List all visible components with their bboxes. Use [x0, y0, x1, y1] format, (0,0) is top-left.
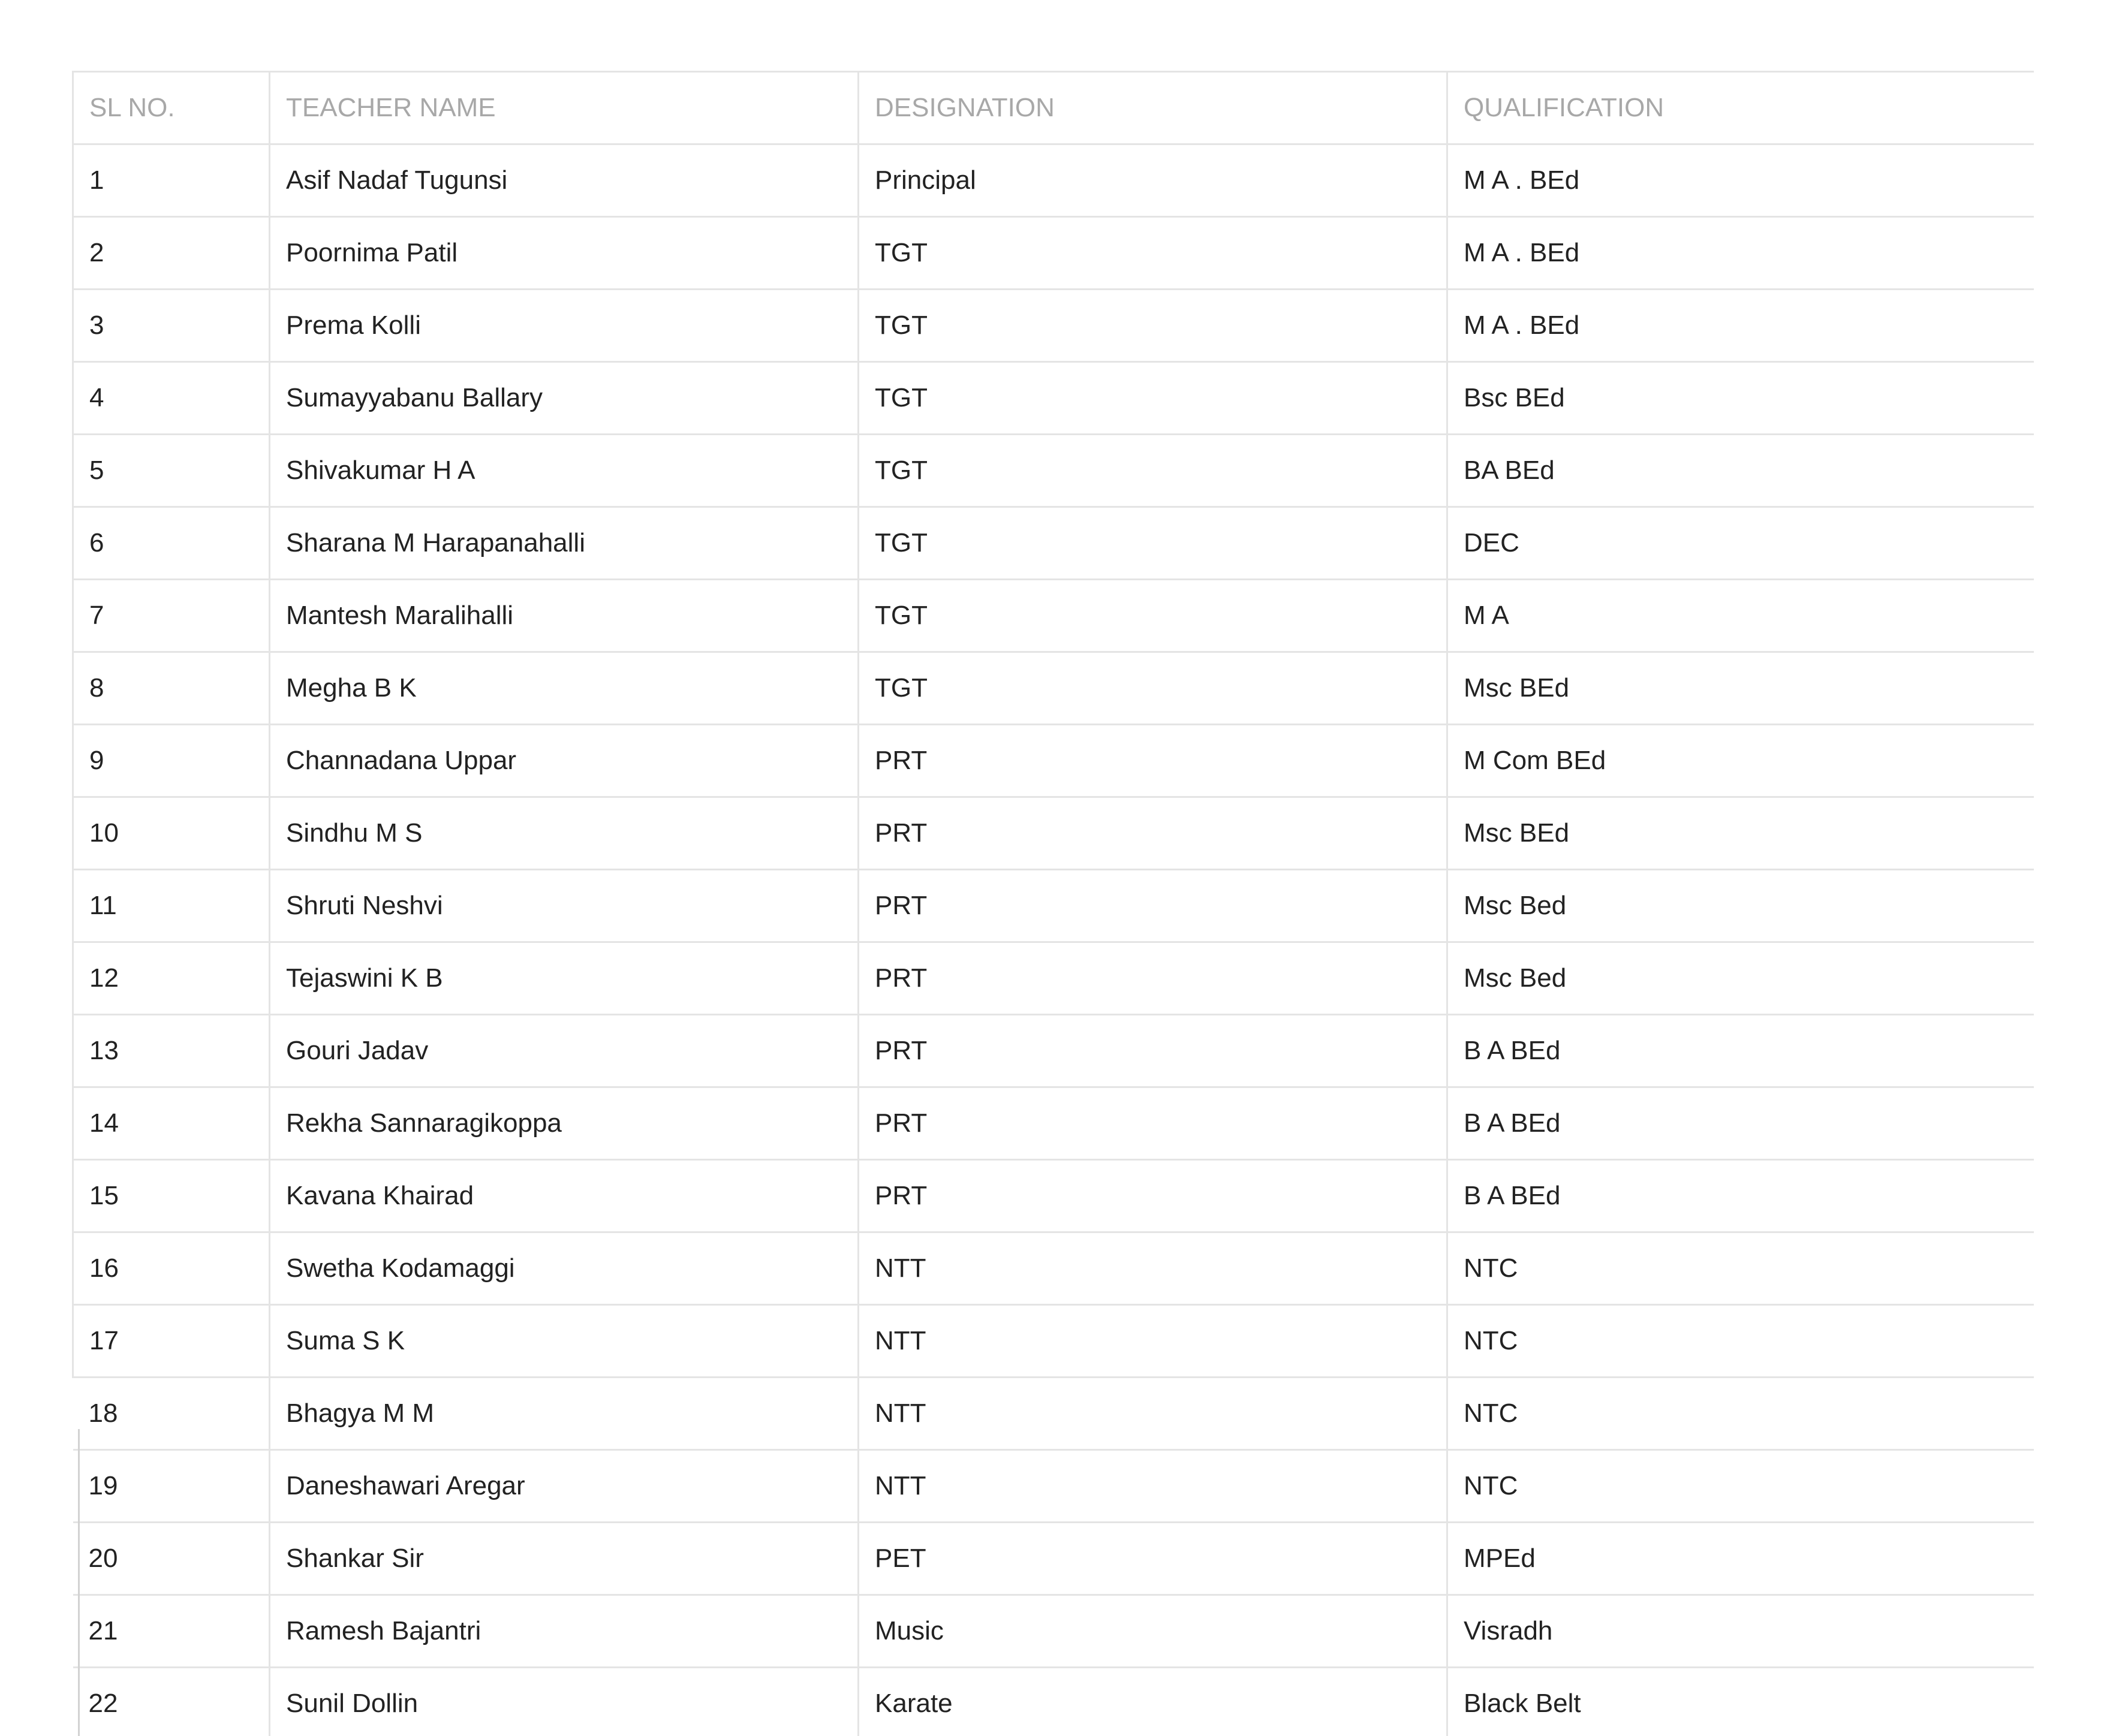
table-row — [73, 870, 2034, 942]
cell-sl-no: 12 — [73, 942, 270, 1015]
cell-sl-no: 6 — [73, 507, 270, 580]
cell-teacher-name: Shivakumar H A — [270, 435, 859, 507]
cell-sl-no: 7 — [73, 580, 270, 652]
cell-designation: TGT — [859, 290, 1447, 362]
cell-designation: Principal — [859, 144, 1447, 217]
cell-teacher-name: Poornima Patil — [270, 217, 859, 290]
cell-sl-no: 5 — [73, 435, 270, 507]
cell-teacher-name: Mantesh Maralihalli — [270, 580, 859, 652]
cell-teacher-name: Ramesh Bajantri — [270, 1595, 859, 1668]
cell-teacher-name: Shankar Sir — [270, 1523, 859, 1595]
cell-designation: PRT — [859, 1160, 1447, 1232]
cell-designation: PRT — [859, 1087, 1447, 1160]
cell-qualification: B A BEd — [1447, 1160, 2034, 1232]
cell-qualification: Msc BEd — [1447, 797, 2034, 870]
cell-designation: PRT — [859, 870, 1447, 942]
cell-designation: TGT — [859, 435, 1447, 507]
cell-teacher-name: Suma S K — [270, 1305, 859, 1378]
cell-qualification: NTC — [1447, 1232, 2034, 1305]
cell-designation: PRT — [859, 942, 1447, 1015]
cell-designation: NTT — [859, 1305, 1447, 1378]
cell-sl-no: 21 — [73, 1595, 270, 1668]
table-row — [73, 1523, 2034, 1595]
table-row — [73, 217, 2034, 290]
cell-teacher-name: Shruti Neshvi — [270, 870, 859, 942]
table-row — [73, 725, 2034, 797]
table-row — [73, 507, 2034, 580]
cell-qualification: DEC — [1447, 507, 2034, 580]
cell-designation: TGT — [859, 580, 1447, 652]
cell-sl-no: 2 — [73, 217, 270, 290]
cell-teacher-name: Daneshawari Aregar — [270, 1450, 859, 1523]
cell-sl-no: 1 — [73, 144, 270, 217]
table-row — [73, 1305, 2034, 1378]
cell-qualification: B A BEd — [1447, 1087, 2034, 1160]
cell-teacher-name: Megha B K — [270, 652, 859, 725]
table-header — [73, 72, 2034, 144]
cell-qualification: NTC — [1447, 1450, 2034, 1523]
cell-teacher-name: Sunil Dollin — [270, 1668, 859, 1736]
cell-teacher-name: Sindhu M S — [270, 797, 859, 870]
cell-sl-no: 18 — [73, 1378, 270, 1450]
header-designation: DESIGNATION — [859, 72, 1447, 144]
cell-sl-no: 16 — [73, 1232, 270, 1305]
cell-designation: NTT — [859, 1378, 1447, 1450]
cell-designation: PRT — [859, 797, 1447, 870]
cell-designation: PRT — [859, 1015, 1447, 1087]
teachers-table — [72, 71, 2034, 1736]
cell-sl-no: 8 — [73, 652, 270, 725]
cell-sl-no: 13 — [73, 1015, 270, 1087]
cell-sl-no: 4 — [73, 362, 270, 435]
header-row — [73, 72, 2034, 144]
cell-teacher-name: Asif Nadaf Tugunsi — [270, 144, 859, 217]
cell-sl-no: 22 — [73, 1668, 270, 1736]
cell-qualification: Bsc BEd — [1447, 362, 2034, 435]
cell-sl-no: 11 — [73, 870, 270, 942]
cell-teacher-name: Gouri Jadav — [270, 1015, 859, 1087]
table-row — [73, 580, 2034, 652]
table-row — [73, 797, 2034, 870]
cell-qualification: BA BEd — [1447, 435, 2034, 507]
table-row — [73, 1087, 2034, 1160]
table-row — [73, 290, 2034, 362]
cell-designation: NTT — [859, 1232, 1447, 1305]
table-row — [73, 144, 2034, 217]
table-row — [73, 435, 2034, 507]
cell-qualification: NTC — [1447, 1305, 2034, 1378]
cell-designation: NTT — [859, 1450, 1447, 1523]
cell-teacher-name: Prema Kolli — [270, 290, 859, 362]
table-row — [73, 362, 2034, 435]
cell-teacher-name: Sumayyabanu Ballary — [270, 362, 859, 435]
cell-qualification: M A — [1447, 580, 2034, 652]
table-row — [73, 1232, 2034, 1305]
table-row — [73, 1160, 2034, 1232]
cell-designation: PRT — [859, 725, 1447, 797]
cell-designation: PET — [859, 1523, 1447, 1595]
cell-designation: Karate — [859, 1668, 1447, 1736]
cell-sl-no: 15 — [73, 1160, 270, 1232]
cell-qualification: Msc Bed — [1447, 942, 2034, 1015]
cell-teacher-name: Bhagya M M — [270, 1378, 859, 1450]
cell-sl-no: 19 — [73, 1450, 270, 1523]
cell-qualification: Black Belt — [1447, 1668, 2034, 1736]
cell-teacher-name: Kavana Khairad — [270, 1160, 859, 1232]
header-qualification: QUALIFICATION — [1447, 72, 2034, 144]
cell-teacher-name: Tejaswini K B — [270, 942, 859, 1015]
cell-designation: TGT — [859, 217, 1447, 290]
cell-qualification: Msc BEd — [1447, 652, 2034, 725]
cell-qualification: Visradh — [1447, 1595, 2034, 1668]
header-teacher-name: TEACHER NAME — [270, 72, 859, 144]
cell-qualification: Msc Bed — [1447, 870, 2034, 942]
cell-sl-no: 3 — [73, 290, 270, 362]
cell-qualification: M Com BEd — [1447, 725, 2034, 797]
table-row — [73, 1595, 2034, 1668]
cell-qualification: M A . BEd — [1447, 144, 2034, 217]
cell-teacher-name: Channadana Uppar — [270, 725, 859, 797]
table-row — [73, 942, 2034, 1015]
cell-designation: TGT — [859, 507, 1447, 580]
cell-qualification: MPEd — [1447, 1523, 2034, 1595]
cell-sl-no: 20 — [73, 1523, 270, 1595]
table-row — [73, 1378, 2034, 1450]
teachers-table-container — [72, 71, 2033, 1736]
header-sl-no: SL NO. — [73, 72, 270, 144]
table-row — [73, 1450, 2034, 1523]
cell-sl-no: 9 — [73, 725, 270, 797]
cell-designation: Music — [859, 1595, 1447, 1668]
cell-teacher-name: Rekha Sannaragikoppa — [270, 1087, 859, 1160]
cell-qualification: B A BEd — [1447, 1015, 2034, 1087]
left-border-fragment — [78, 1429, 80, 1736]
cell-designation: TGT — [859, 652, 1447, 725]
table-row — [73, 1668, 2034, 1736]
cell-teacher-name: Swetha Kodamaggi — [270, 1232, 859, 1305]
table-row — [73, 1015, 2034, 1087]
cell-teacher-name: Sharana M Harapanahalli — [270, 507, 859, 580]
cell-sl-no: 14 — [73, 1087, 270, 1160]
table-row — [73, 652, 2034, 725]
cell-designation: TGT — [859, 362, 1447, 435]
cell-sl-no: 17 — [73, 1305, 270, 1378]
cell-qualification: M A . BEd — [1447, 290, 2034, 362]
cell-qualification: M A . BEd — [1447, 217, 2034, 290]
cell-qualification: NTC — [1447, 1378, 2034, 1450]
cell-sl-no: 10 — [73, 797, 270, 870]
table-body — [73, 144, 2034, 1736]
